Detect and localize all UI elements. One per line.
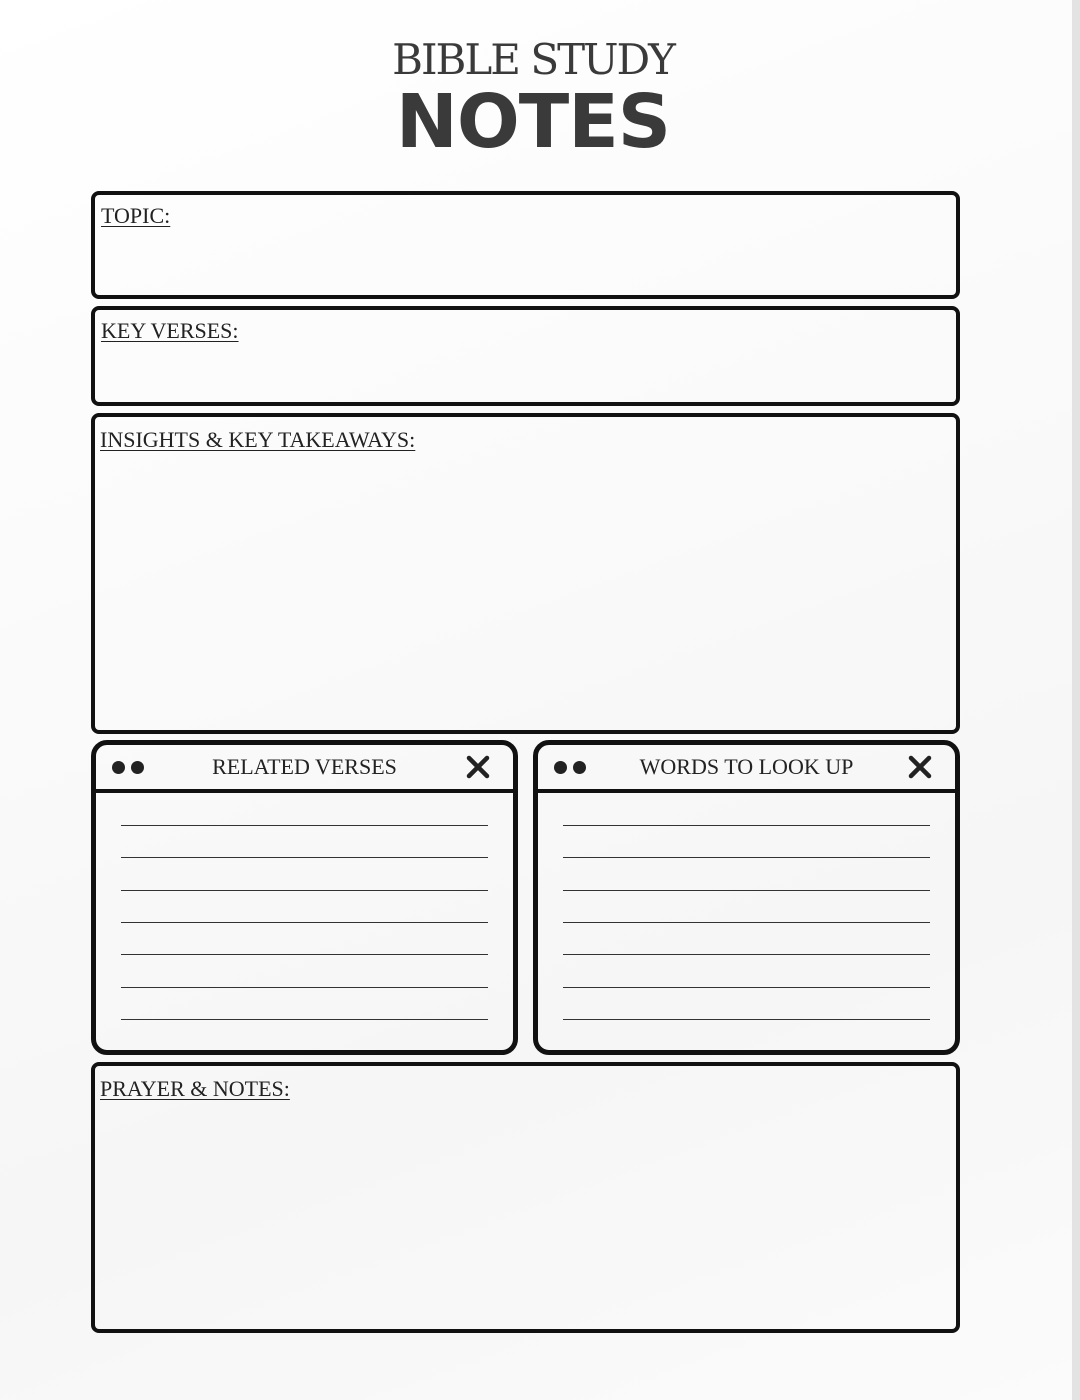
writing-line[interactable] xyxy=(121,1019,488,1020)
words-to-look-up-title: WORDS TO LOOK UP xyxy=(639,754,854,779)
window-dots-icon xyxy=(112,759,152,775)
prayer-notes-box[interactable] xyxy=(91,1062,960,1333)
words-to-look-up-header xyxy=(538,745,955,793)
title-notes: NOTES xyxy=(395,79,671,165)
words-to-look-up-window xyxy=(533,740,960,1055)
writing-line[interactable] xyxy=(563,922,930,923)
topic-box[interactable] xyxy=(91,191,960,299)
topic-label: TOPIC: xyxy=(101,203,171,228)
related-verses-window xyxy=(91,740,518,1055)
writing-line[interactable] xyxy=(121,857,488,858)
writing-line[interactable] xyxy=(563,890,930,891)
writing-line[interactable] xyxy=(121,987,488,988)
writing-line[interactable] xyxy=(121,890,488,891)
writing-line[interactable] xyxy=(121,954,488,955)
window-dots-icon xyxy=(554,759,594,775)
related-verses-title: RELATED VERSES xyxy=(212,754,397,779)
insights-box[interactable] xyxy=(91,413,960,734)
prayer-notes-label: PRAYER & NOTES: xyxy=(100,1076,290,1101)
writing-line[interactable] xyxy=(563,1019,930,1020)
writing-line[interactable] xyxy=(563,857,930,858)
key-verses-box[interactable] xyxy=(91,306,960,406)
title-bible-study: BIBLE STUDY xyxy=(392,35,674,84)
writing-line[interactable] xyxy=(563,954,930,955)
writing-line[interactable] xyxy=(121,825,488,826)
close-icon[interactable] xyxy=(907,754,933,780)
writing-line[interactable] xyxy=(563,987,930,988)
writing-line[interactable] xyxy=(563,825,930,826)
insights-label: INSIGHTS & KEY TAKEAWAYS: xyxy=(100,427,416,452)
related-verses-header xyxy=(96,745,513,793)
key-verses-label: KEY VERSES: xyxy=(101,318,239,343)
close-icon[interactable] xyxy=(465,754,491,780)
writing-line[interactable] xyxy=(121,922,488,923)
